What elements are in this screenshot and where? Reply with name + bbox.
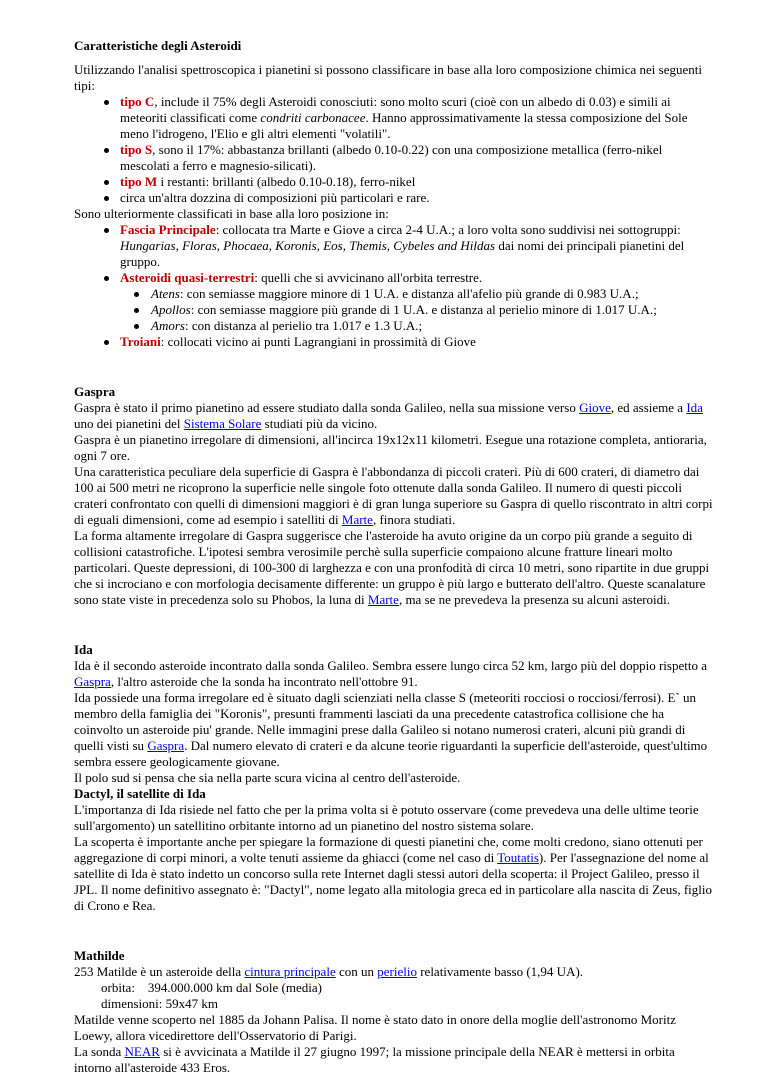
dactyl-heading: Dactyl, il satellite di Ida (74, 786, 206, 801)
ida-paragraph: Il polo sud si pensa che sia nella parte scura vicina al centro dell'asteroide. (74, 770, 461, 785)
mathilde-paragraph: La sonda NEAR si è avvicinata a Matilde il 27 giugno 1997; la missione principale della NEAR è mettersi in orbita intorno all'asteroide 433 Eros. (74, 1044, 675, 1075)
link-marte[interactable]: Marte (367, 592, 399, 607)
type-label: tipo M (120, 174, 158, 189)
gaspra-paragraph: La forma altamente irregolare di Gaspra suggerisce che l'asteroide ha avuto origine da un corpo più grande a seguito di collisioni catastrofiche. L'ipotesi sembra verosimile perchè sulla superficie compaiono alcune fratture lineari molto particolari. Queste depressioni, di 100-300 di larghezza e con una pronfodità di circa 10 metri, sono ripartite in due gruppi che si incrociano e con morfologia decisamente differente: un gruppo è più largo e butterato dell'altro. Queste scanalature sono state viste in precedenza solo su Phobos, la luna di Marte, ma se ne prevedeva la presenza su alcuni asteroidi. (74, 528, 710, 607)
link-marte[interactable]: Marte (341, 512, 373, 527)
types-list (74, 94, 714, 206)
list-item: Fascia Principale: collocata tra Marte e Giove a circa 2-4 U.A.; a loro volta sono suddivisi nei sottogruppi: Hungarias, Floras, Phocaea, Koronis, Eos, Themis, Cybeles and Hildas dai nomi dei principali pianetini del gruppo. (74, 222, 714, 270)
intro-text: Utilizzando l'analisi spettroscopica i pianetini si possono classificare in base alla loro composizione chimica nei seguenti tipi: (74, 62, 702, 93)
mathilde-orbit: orbita: 394.000.000 km dal Sole (media) (101, 980, 322, 995)
link-gaspra[interactable]: Gaspra (147, 738, 185, 753)
ida-paragraph: L'importanza di Ida risiede nel fatto che per la prima volta si è potuto osservare (come prevedeva una delle ultime teorie sull'argomento) un satellitino orbitante intorno ad un pianetino del nostro sistema solare. (74, 802, 699, 833)
gaspra-heading: Gaspra (74, 384, 116, 399)
mathilde-heading: Mathilde (74, 948, 125, 963)
list-item: Troiani: collocati vicino ai punti Lagrangiani in prossimità di Giove (74, 334, 714, 350)
gaspra-paragraph: Una caratteristica peculiare dela superficie di Gaspra è l'abbondanza di piccoli crateri. Più di 600 crateri, di diametro dai 100 ai 500 metri ne ricoprono la superficie nelle singole foto ottenute dalla sonda Galileo. Il numero di questi piccoli crateri confrontato con quelli di dimensioni maggiori è di gran lunga superiore su Gaspra di quello riscontrato in altri corpi di eguali dimensioni, come ad esempio i satelliti di Marte, finora studiati. (74, 464, 713, 527)
link-ida[interactable]: Ida (686, 400, 703, 415)
link-giove[interactable]: Giove (579, 400, 611, 415)
link-gaspra[interactable]: Gaspra (74, 674, 111, 689)
troiani-label: Troiani (120, 334, 161, 349)
position-list (74, 222, 714, 350)
ida-paragraph: Ida possiede una forma irregolare ed è situato dagli scienziati nella classe S (meteoriti rocciosi o rocciosi/ferrosi). E` un membro della famiglia dei "Koronis", presunti frammenti lasciati da una precedente catastrofica collisione che ha coinvolto un asteroide piu' grande. Nelle immagini prese dalla Galileo si notano numerosi crateri, alcuni più grandi di quelli visti su Gaspra. Dal numero elevato di crateri e da alcune teorie riguardanti la superficie dell'asteroide, quest'ultimo sembra essere geologicamente giovane. (74, 690, 708, 769)
page-title: Caratteristiche degli Asteroidi (74, 38, 242, 53)
document-body (74, 38, 714, 1076)
gaspra-paragraph: Gaspra è stato il primo pianetino ad essere studiato dalla sonda Galileo, nella sua missione verso Giove, ed assieme a Ida uno dei pianetini del Sistema Solare studiati più da vicino. (74, 400, 703, 431)
ida-paragraph: Ida è il secondo asteroide incontrato dalla sonda Galileo. Sembra essere lungo circa 52 km, largo più del doppio rispetto a Gaspra, l'altro asteroide che la sonda ha incontrato nell'ottobre 91. (74, 658, 707, 689)
list-item: Asteroidi quasi-terrestri: quelli che si avvicinano all'orbita terrestre. Atens: con semiasse maggiore minore di 1 U.A. e distanza all'afelio più grande di 0.983 U.A.; Apollos: con semiasse maggiore più grande di 1 U.A. e distanza al perielio minore di 1.017 U.A.; Amors: con distanza al perielio tra 1.017 e 1.3 U.A.; (74, 270, 714, 334)
quasi-label: Asteroidi quasi-terrestri (120, 270, 255, 285)
gaspra-paragraph: Gaspra è un pianetino irregolare di dimensioni, all'incirca 19x12x11 kilometri. Esegue una rotazione completa, antioraria, ogni 7 ore. (74, 432, 707, 463)
quasi-sublist (120, 286, 714, 334)
link-cintura-principale[interactable]: cintura principale (244, 964, 336, 979)
list-item: tipo S, sono il 17%: abbastanza brillanti (albedo 0.10-0.22) con una composizione metallica (ferro-nikel mescolati a ferro e magnesio-silicati). (74, 142, 714, 174)
link-near[interactable]: NEAR (124, 1044, 160, 1059)
type-label: tipo C (120, 94, 155, 109)
list-item: tipo C, include il 75% degli Asteroidi conosciuti: sono molto scuri (cioè con un albedo di 0.03) e simili ai meteoriti classificati come condriti carbonacee. Hanno approssimativamente la stessa composizione del Sole meno l'idrogeno, l'Elio e gli altri elementi "volatili". (74, 94, 714, 142)
list-item: tipo M i restanti: brillanti (albedo 0.10-0.18), ferro-nikel (74, 174, 714, 190)
position-intro: Sono ulteriormente classificati in base alla loro posizione in: (74, 206, 389, 221)
list-item: Amors: con distanza al perielio tra 1.017 e 1.3 U.A.; (74, 318, 714, 334)
mathilde-dims: dimensioni: 59x47 km (101, 996, 218, 1011)
mathilde-paragraph: Matilde venne scoperto nel 1885 da Johann Palisa. Il nome è stato dato in onore della moglie dell'astronomo Moritz Loewy, allora vicedirettore dell'Osservatorio di Parigi. (74, 1012, 677, 1043)
mathilde-paragraph: 253 Matilde è un asteroide della cintura principale con un perielio relativamente basso (1,94 UA). (74, 964, 584, 979)
list-item: Atens: con semiasse maggiore minore di 1 U.A. e distanza all'afelio più grande di 0.983 U.A.; (74, 286, 714, 302)
link-sistema-solare[interactable]: Sistema Solare (183, 416, 262, 431)
type-label: tipo S (120, 142, 153, 157)
link-perielio[interactable]: perielio (377, 964, 417, 979)
list-item: Apollos: con semiasse maggiore più grande di 1 U.A. e distanza al perielio minore di 1.017 U.A.; (74, 302, 714, 318)
fascia-label: Fascia Principale (120, 222, 216, 237)
list-item: circa un'altra dozzina di composizioni più particolari e rare. (74, 190, 714, 206)
ida-paragraph: La scoperta è importante anche per spiegare la formazione di questi pianetini che, come molti credono, siano ottenuti per aggregazione di corpi minori, a volte tenuti assieme da ghiacci (come nel caso di Toutatis). Per l'assegnazione del nome al satellite di Ida è stato indetto un concorso sulla rete Internet dagli stessi autori della scoperta: il Project Galileo, presso il JPL. Il nome definitivo assegnato è: "Dactyl", nome legato alla mitologia greca ed in particolare alla nascita di Zeus, figlio di Crono e Rea. (74, 834, 713, 913)
link-toutatis[interactable]: Toutatis (497, 850, 539, 865)
ida-heading: Ida (74, 642, 93, 657)
